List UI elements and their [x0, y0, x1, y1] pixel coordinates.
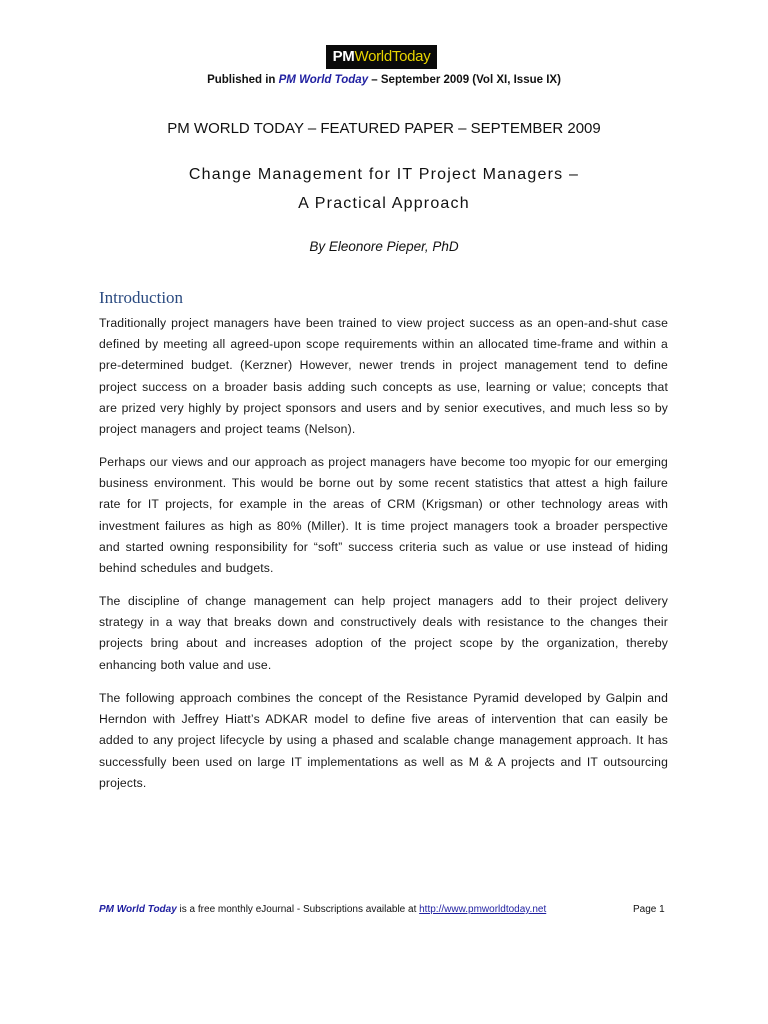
- pm-world-today-logo: [326, 45, 437, 69]
- published-prefix: Published in: [207, 74, 279, 86]
- page-number: Page 1: [633, 904, 665, 915]
- footer-text: is a free monthly eJournal - Subscriptions available at: [176, 904, 420, 915]
- logo-pm-text: PM: [332, 48, 355, 65]
- featured-paper-line: PM WORLD TODAY – FEATURED PAPER – SEPTEMBER 2009: [167, 120, 601, 137]
- published-magazine: PM World Today: [278, 74, 369, 86]
- published-suffix: – September 2009 (Vol XI, Issue IX): [368, 74, 561, 86]
- paragraph-4: The following approach combines the concept of the Resistance Pyramid developed by Galpin and Herndon with Jeffrey Hiatt’s ADKAR model to define five areas of intervention that can easily be added to any project lifecycle by using a phased and scalable change management approach. It has successfully been used on large IT implementations as well as M & A projects and IT outsourcing projects.: [99, 691, 668, 790]
- paragraph-2: Perhaps our views and our approach as project managers have become too myopic for our emerging business environment. This would be borne out by some recent statistics that attest a high failure rate for IT projects, for example in the areas of CRM (Krigsman) or other technology areas with investment failures as high as 80% (Miller). It is time project managers took a broader perspective and started owning responsibility for “soft” success criteria such as value or use instead of hiding behind schedules and budgets.: [99, 455, 668, 576]
- paragraph-3: The discipline of change management can help project managers add to their project delivery strategy in a way that breaks down and constructively deals with resistance to the changes their projects bring about and increases adoption of the project scope by the organization, thereby enhancing both value and use.: [99, 594, 668, 672]
- footer-note: [99, 904, 546, 915]
- paragraph-1: Traditionally project managers have been trained to view project success as an open-and-shut case defined by meeting all agreed-upon scope requirements within an allocated time-frame and within a pre-determined budget. (Kerzner) However, newer trends in project management tend to define project success on a broader basis adding such concepts as use, learning or value; concepts that are prized very highly by project sponsors and users and by senior executives, and much less so by project managers and project teams (Nelson).: [99, 316, 668, 437]
- footer-magazine: PM World Today: [99, 904, 177, 915]
- article-title-line-1: Change Management for IT Project Managers –: [188, 166, 580, 183]
- article-title-line-2: A Practical Approach: [298, 195, 470, 212]
- logo-world-today-text: WorldToday: [354, 48, 431, 65]
- footer-subscription-link[interactable]: http://www.pmworldtoday.net: [419, 904, 547, 915]
- section-heading-introduction: Introduction: [99, 288, 184, 307]
- published-line: [0, 74, 768, 86]
- article-author: By Eleonore Pieper, PhD: [309, 239, 459, 254]
